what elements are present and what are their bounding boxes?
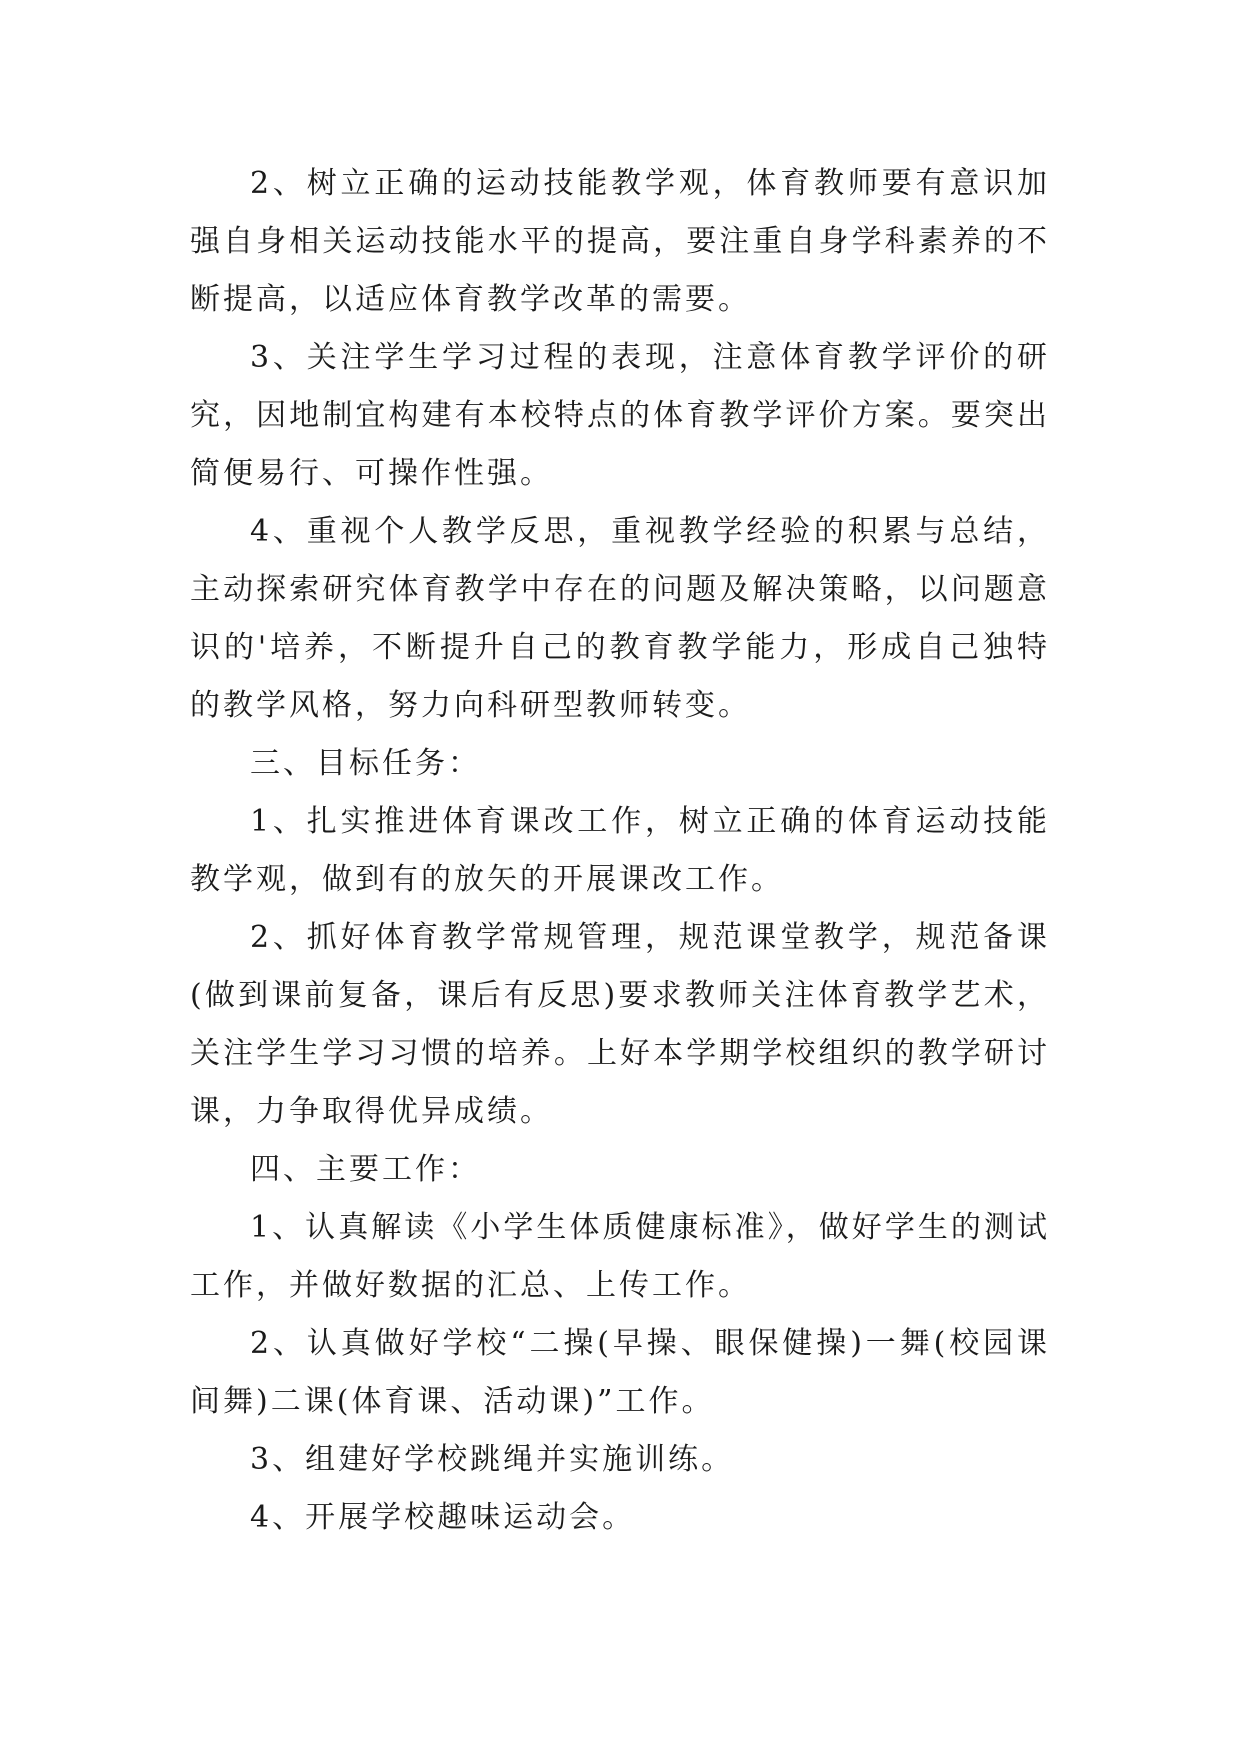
paragraph-work-1: 1、认真解读《小学生体质健康标准》，做好学生的测试工作，并做好数据的汇总、上传工作。 (190, 1210, 1050, 1303)
paragraph-work-3: 3、组建好学校跳绳并实施训练。 (250, 1442, 735, 1477)
paragraph-item-2-skills: 2、树立正确的运动技能教学观，体育教师要有意识加强自身相关运动技能水平的提高，要注重自身学科素养的不断提高，以适应体育教学改革的需要。 (190, 166, 1050, 317)
section-heading-main-work: 四、主要工作： (250, 1152, 481, 1187)
paragraph-goal-1: 1、扎实推进体育课改工作，树立正确的体育运动技能教学观，做到有的放矢的开展课改工作。 (190, 804, 1050, 897)
paragraph-item-3-evaluation: 3、关注学生学习过程的表现，注意体育教学评价的研究，因地制宜构建有本校特点的体育教学评价方案。要突出简便易行、可操作性强。 (190, 340, 1050, 491)
document-body (190, 155, 1050, 1547)
paragraph-item-4-reflection: 4、重视个人教学反思，重视教学经验的积累与总结，主动探索研究体育教学中存在的问题及解决策略，以问题意识的'培养，不断提升自己的教育教学能力，形成自己独特的教学风格，努力向科研型教师转变。 (190, 514, 1050, 723)
section-heading-goals: 三、目标任务： (250, 746, 481, 781)
paragraph-goal-2: 2、抓好体育教学常规管理，规范课堂教学，规范备课(做到课前复备，课后有反思)要求教师关注体育教学艺术，关注学生学习习惯的培养。上好本学期学校组织的教学研讨课，力争取得优异成绩。 (190, 920, 1050, 1129)
paragraph-work-4: 4、开展学校趣味运动会。 (250, 1500, 636, 1535)
paragraph-work-2: 2、认真做好学校“二操(早操、眼保健操)一舞(校园课间舞)二课(体育课、活动课)”工作。 (190, 1326, 1050, 1419)
